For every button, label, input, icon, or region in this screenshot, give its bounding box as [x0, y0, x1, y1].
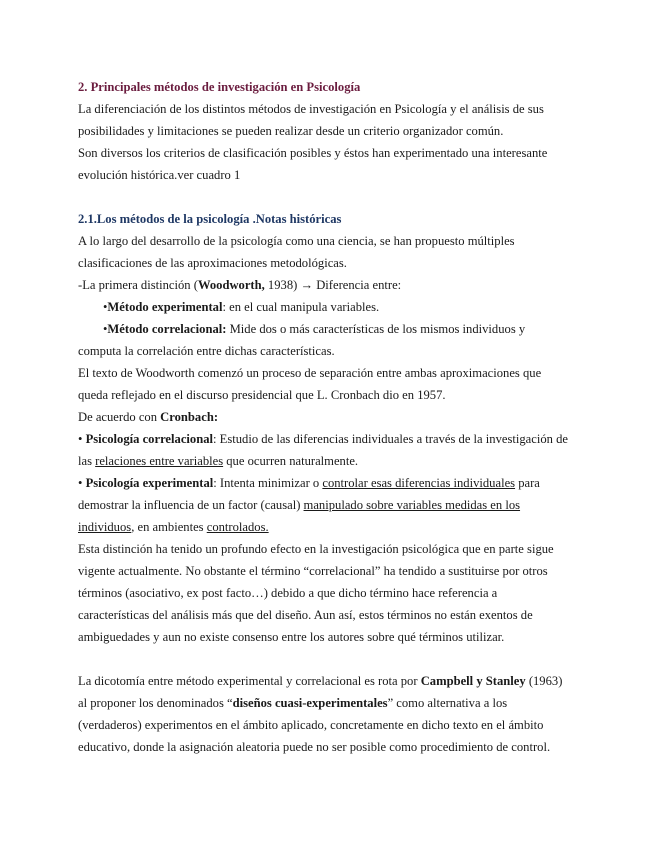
paragraph-line: evolución histórica.ver cuadro 1 [78, 168, 241, 182]
term-metodo-experimental: Método experimental [107, 300, 223, 314]
term-disenos-cuasi-experimentales: diseños cuasi-experimentales [232, 696, 388, 710]
bullet-metodo-experimental: •Método experimental: en el cual manipula variables. [103, 300, 380, 314]
author-cronbach: Cronbach: [160, 410, 219, 424]
bullet-psicologia-correlacional: • Psicología correlacional: Estudio de las diferencias individuales a través de la investigación de [78, 432, 568, 446]
paragraph-line: características del análisis más que del diseño. Aun así, estos términos no están exentos de [78, 608, 533, 622]
spacer [78, 186, 583, 208]
paragraph-line: El texto de Woodworth comenzó un proceso de separación entre ambas aproximaciones que [78, 366, 542, 380]
spacer [78, 648, 583, 670]
underlined-text: manipulado sobre variables medidas en los [303, 498, 521, 512]
bullet-marker: • [103, 300, 108, 314]
underlined-text: controlar esas diferencias individuales [322, 476, 516, 490]
term-psicologia-correlacional: Psicología correlacional [85, 432, 214, 446]
paragraph-line: (verdaderos) experimentos en el ámbito aplicado, concretamente en dicho texto en el ámbito [78, 718, 544, 732]
term-psicologia-experimental: Psicología experimental [85, 476, 214, 490]
underlined-text: relaciones entre variables [95, 454, 224, 468]
paragraph-line: La diferenciación de los distintos métodos de investigación en Psicología y el análisis de sus [78, 102, 544, 116]
underlined-text: controlados. [206, 520, 269, 534]
author-woodworth: Woodworth, [197, 278, 265, 292]
cronbach-line: De acuerdo con Cronbach: [78, 410, 219, 424]
first-distinction-line: -La primera distinción (Woodworth, 1938) → Diferencia entre: [78, 278, 402, 292]
paragraph-line: Esta distinción ha tenido un profundo efecto en la investigación psicológica que en parte sigue [78, 542, 554, 556]
underlined-text: individuos [78, 520, 132, 534]
paragraph-line: individuos, en ambientes controlados. [78, 520, 269, 534]
paragraph-line: demostrar la influencia de un factor (causal) manipulado sobre variables medidas en los [78, 498, 521, 512]
bullet-metodo-correlacional: •Método correlacional: Mide dos o más características de los mismos individuos y [103, 322, 526, 336]
term-metodo-correlacional: Método correlacional: [107, 322, 227, 336]
bullet-marker: • [103, 322, 108, 336]
paragraph-line: educativo, donde la asignación aleatoria puede no ser posible como procedimiento de control. [78, 740, 551, 754]
paragraph-line: computa la correlación entre dichas características. [78, 344, 335, 358]
document-page [78, 76, 583, 758]
bullet-marker: • [78, 432, 83, 446]
paragraph-line: clasificaciones de las aproximaciones metodológicas. [78, 256, 347, 270]
paragraph-line: al proponer los denominados “diseños cuasi-experimentales” como alternativa a los [78, 696, 508, 710]
bullet-psicologia-experimental: • Psicología experimental: Intenta minimizar o controlar esas diferencias individuales para [78, 476, 540, 490]
section-heading-2-1: 2.1.Los métodos de la psicología .Notas históricas [78, 212, 342, 226]
paragraph-line: La dicotomía entre método experimental y correlacional es rota por Campbell y Stanley (1963) [78, 674, 563, 688]
paragraph-line: las relaciones entre variables que ocurren naturalmente. [78, 454, 359, 468]
bullet-marker: • [78, 476, 83, 490]
paragraph-line: vigente actualmente. No obstante el término “correlacional” ha tendido a sustituirse por otros [78, 564, 548, 578]
paragraph-line: ambiguedades y aun no existe consenso entre los autores sobre qué términos utilizar. [78, 630, 505, 644]
author-campbell-stanley: Campbell y Stanley [420, 674, 526, 688]
paragraph-line: posibilidades y limitaciones se pueden realizar desde un criterio organizador común. [78, 124, 504, 138]
section-heading-2: 2. Principales métodos de investigación en Psicología [78, 80, 361, 94]
paragraph-line: Son diversos los criterios de clasificación posibles y éstos han experimentado una interesante [78, 146, 548, 160]
paragraph-line: términos (asociativo, ex post facto…) debido a que dicho término hace referencia a [78, 586, 498, 600]
paragraph-line: A lo largo del desarrollo de la psicología como una ciencia, se han propuesto múltiples [78, 234, 515, 248]
paragraph-line: queda reflejado en el discurso presidencial que L. Cronbach dio en 1957. [78, 388, 446, 402]
